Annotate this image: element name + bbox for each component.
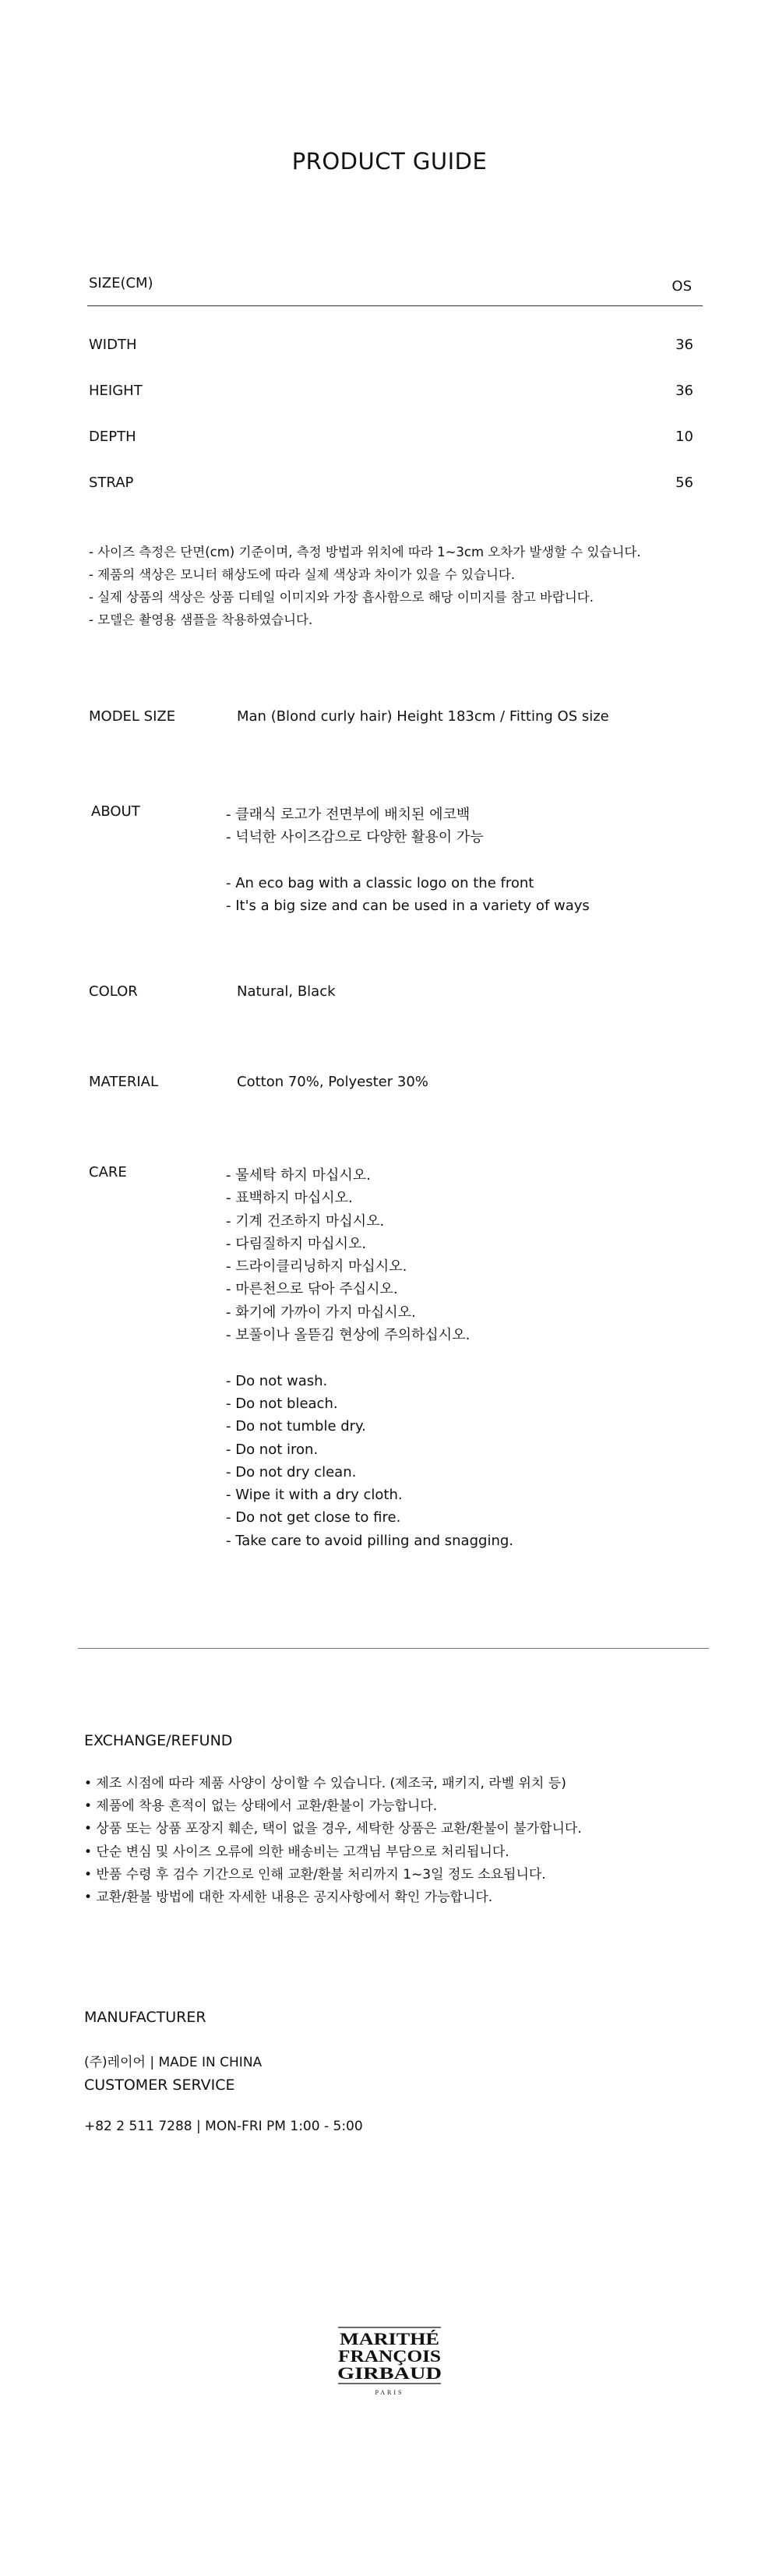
- care-line: - Wipe it with a dry cloth.: [226, 1487, 403, 1504]
- size-row-label: HEIGHT: [89, 383, 143, 399]
- logo-line-1: MARITHÉ: [340, 2329, 439, 2348]
- care-line: - 마른천으로 닦아 주십시오.: [226, 1281, 398, 1298]
- section-divider: [78, 1648, 709, 1649]
- care-line: - 드라이클리닝하지 마십시오.: [226, 1258, 407, 1276]
- care-label: CARE: [89, 1164, 127, 1180]
- size-row-width: [89, 337, 693, 360]
- size-header-label: SIZE(CM): [89, 275, 153, 291]
- note-line: - 모델은 촬영용 샘플을 착용하였습니다.: [89, 612, 313, 627]
- exchange-refund-list: [84, 1773, 723, 1909]
- size-row-value: 56: [675, 475, 693, 491]
- care-line: - Do not get close to fire.: [226, 1509, 401, 1526]
- size-notes: [89, 541, 728, 631]
- exchange-bullet: • 교환/환불 방법에 대한 자세한 내용은 공지사항에서 확인 가능합니다.: [84, 1890, 493, 1906]
- about-line: [226, 849, 724, 872]
- about-label: ABOUT: [91, 803, 140, 820]
- care-line: - Do not dry clean.: [226, 1463, 357, 1480]
- customer-service-title: CUSTOMER SERVICE: [84, 2077, 235, 2094]
- size-row-depth: [89, 429, 693, 452]
- color-label: COLOR: [89, 983, 138, 1000]
- note-line: - 실제 상품의 색상은 상품 디테일 이미지와 가장 흡사함으로 해당 이미지를 참고 바랍니다.: [89, 590, 594, 605]
- logo-line-3: GIRBAUD: [337, 2363, 442, 2383]
- note-line: - 사이즈 측정은 단면(cm) 기준이며, 측정 방법과 위치에 따라 1~3cm 오차가 발생할 수 있습니다.: [89, 545, 641, 559]
- exchange-refund-title: EXCHANGE/REFUND: [84, 1732, 233, 1749]
- size-table-header: [87, 275, 703, 306]
- care-line: - Do not tumble dry.: [226, 1418, 366, 1435]
- care-list: [226, 1164, 724, 1552]
- about-line: - 클래식 로고가 전면부에 배치된 에코백: [226, 806, 471, 823]
- model-size-label: MODEL SIZE: [89, 708, 176, 725]
- care-line: - Do not iron.: [226, 1441, 319, 1458]
- care-line: - 표백하지 마십시오.: [226, 1190, 353, 1207]
- care-line: - 기계 건조하지 마십시오.: [226, 1212, 385, 1230]
- care-line: [226, 1346, 724, 1369]
- color-value: Natural, Black: [237, 983, 336, 1000]
- size-row-label: WIDTH: [89, 337, 137, 353]
- brand-logo-mark: [330, 2326, 449, 2401]
- brand-logo: [330, 2326, 449, 2401]
- size-header-value: OS: [671, 278, 692, 295]
- size-row-height: [89, 383, 693, 406]
- care-line: - 화기에 가까이 가지 마십시오.: [226, 1304, 416, 1321]
- note-line: - 제품의 색상은 모니터 해상도에 따라 실제 색상과 차이가 있을 수 있습니다.: [89, 567, 516, 582]
- customer-service-value: +82 2 511 7288 | MON-FRI PM 1:00 - 5:00: [84, 2119, 363, 2134]
- exchange-bullet: • 단순 변심 및 사이즈 오류에 의한 배송비는 고객님 부담으로 처리됩니다.: [84, 1844, 509, 1860]
- material-value: Cotton 70%, Polyester 30%: [237, 1074, 428, 1090]
- material-label: MATERIAL: [89, 1074, 158, 1090]
- size-row-strap: [89, 475, 693, 498]
- exchange-bullet: • 제조 시점에 따라 제품 사양이 상이할 수 있습니다. (제조국, 패키지, 라벨 위치 등): [84, 1776, 566, 1791]
- care-line: - 물세탁 하지 마십시오.: [226, 1167, 371, 1184]
- care-line: - Do not wash.: [226, 1372, 328, 1389]
- exchange-bullet: • 반품 수령 후 검수 기간으로 인해 교환/환불 처리까지 1~3일 정도 소요됩니다.: [84, 1866, 546, 1883]
- about-line: - 넉넉한 사이즈감으로 다양한 활용이 가능: [226, 829, 484, 846]
- size-row-value: 36: [675, 383, 693, 399]
- model-size-value: Man (Blond curly hair) Height 183cm / Fitting OS size: [237, 708, 609, 725]
- care-line: - Take care to avoid pilling and snagging.: [226, 1532, 513, 1549]
- care-line: - 보풀이나 올뜯김 현상에 주의하십시오.: [226, 1327, 471, 1344]
- logo-sub: PARIS: [375, 2389, 404, 2396]
- size-row-value: 36: [675, 337, 693, 353]
- manufacturer-title: MANUFACTURER: [84, 2009, 206, 2026]
- care-line: - 다림질하지 마십시오.: [226, 1235, 367, 1252]
- exchange-bullet: • 상품 또는 상품 포장지 훼손, 택이 없을 경우, 세탁한 상품은 교환/환불이 불가합니다.: [84, 1821, 582, 1837]
- size-row-label: STRAP: [89, 475, 134, 491]
- about-list: [226, 803, 724, 917]
- logo-line-2: FRANÇOIS: [338, 2346, 441, 2366]
- size-row-label: DEPTH: [89, 429, 136, 445]
- size-row-value: 10: [675, 429, 693, 445]
- about-line: - It's a big size and can be used in a variety of ways: [226, 898, 590, 915]
- about-line: - An eco bag with a classic logo on the front: [226, 874, 534, 891]
- manufacturer-value: (주)레이어 | MADE IN CHINA: [84, 2055, 263, 2070]
- exchange-bullet: • 제품에 착용 흔적이 없는 상태에서 교환/환불이 가능합니다.: [84, 1798, 438, 1815]
- care-line: - Do not bleach.: [226, 1395, 338, 1412]
- page-title: PRODUCT GUIDE: [291, 148, 488, 175]
